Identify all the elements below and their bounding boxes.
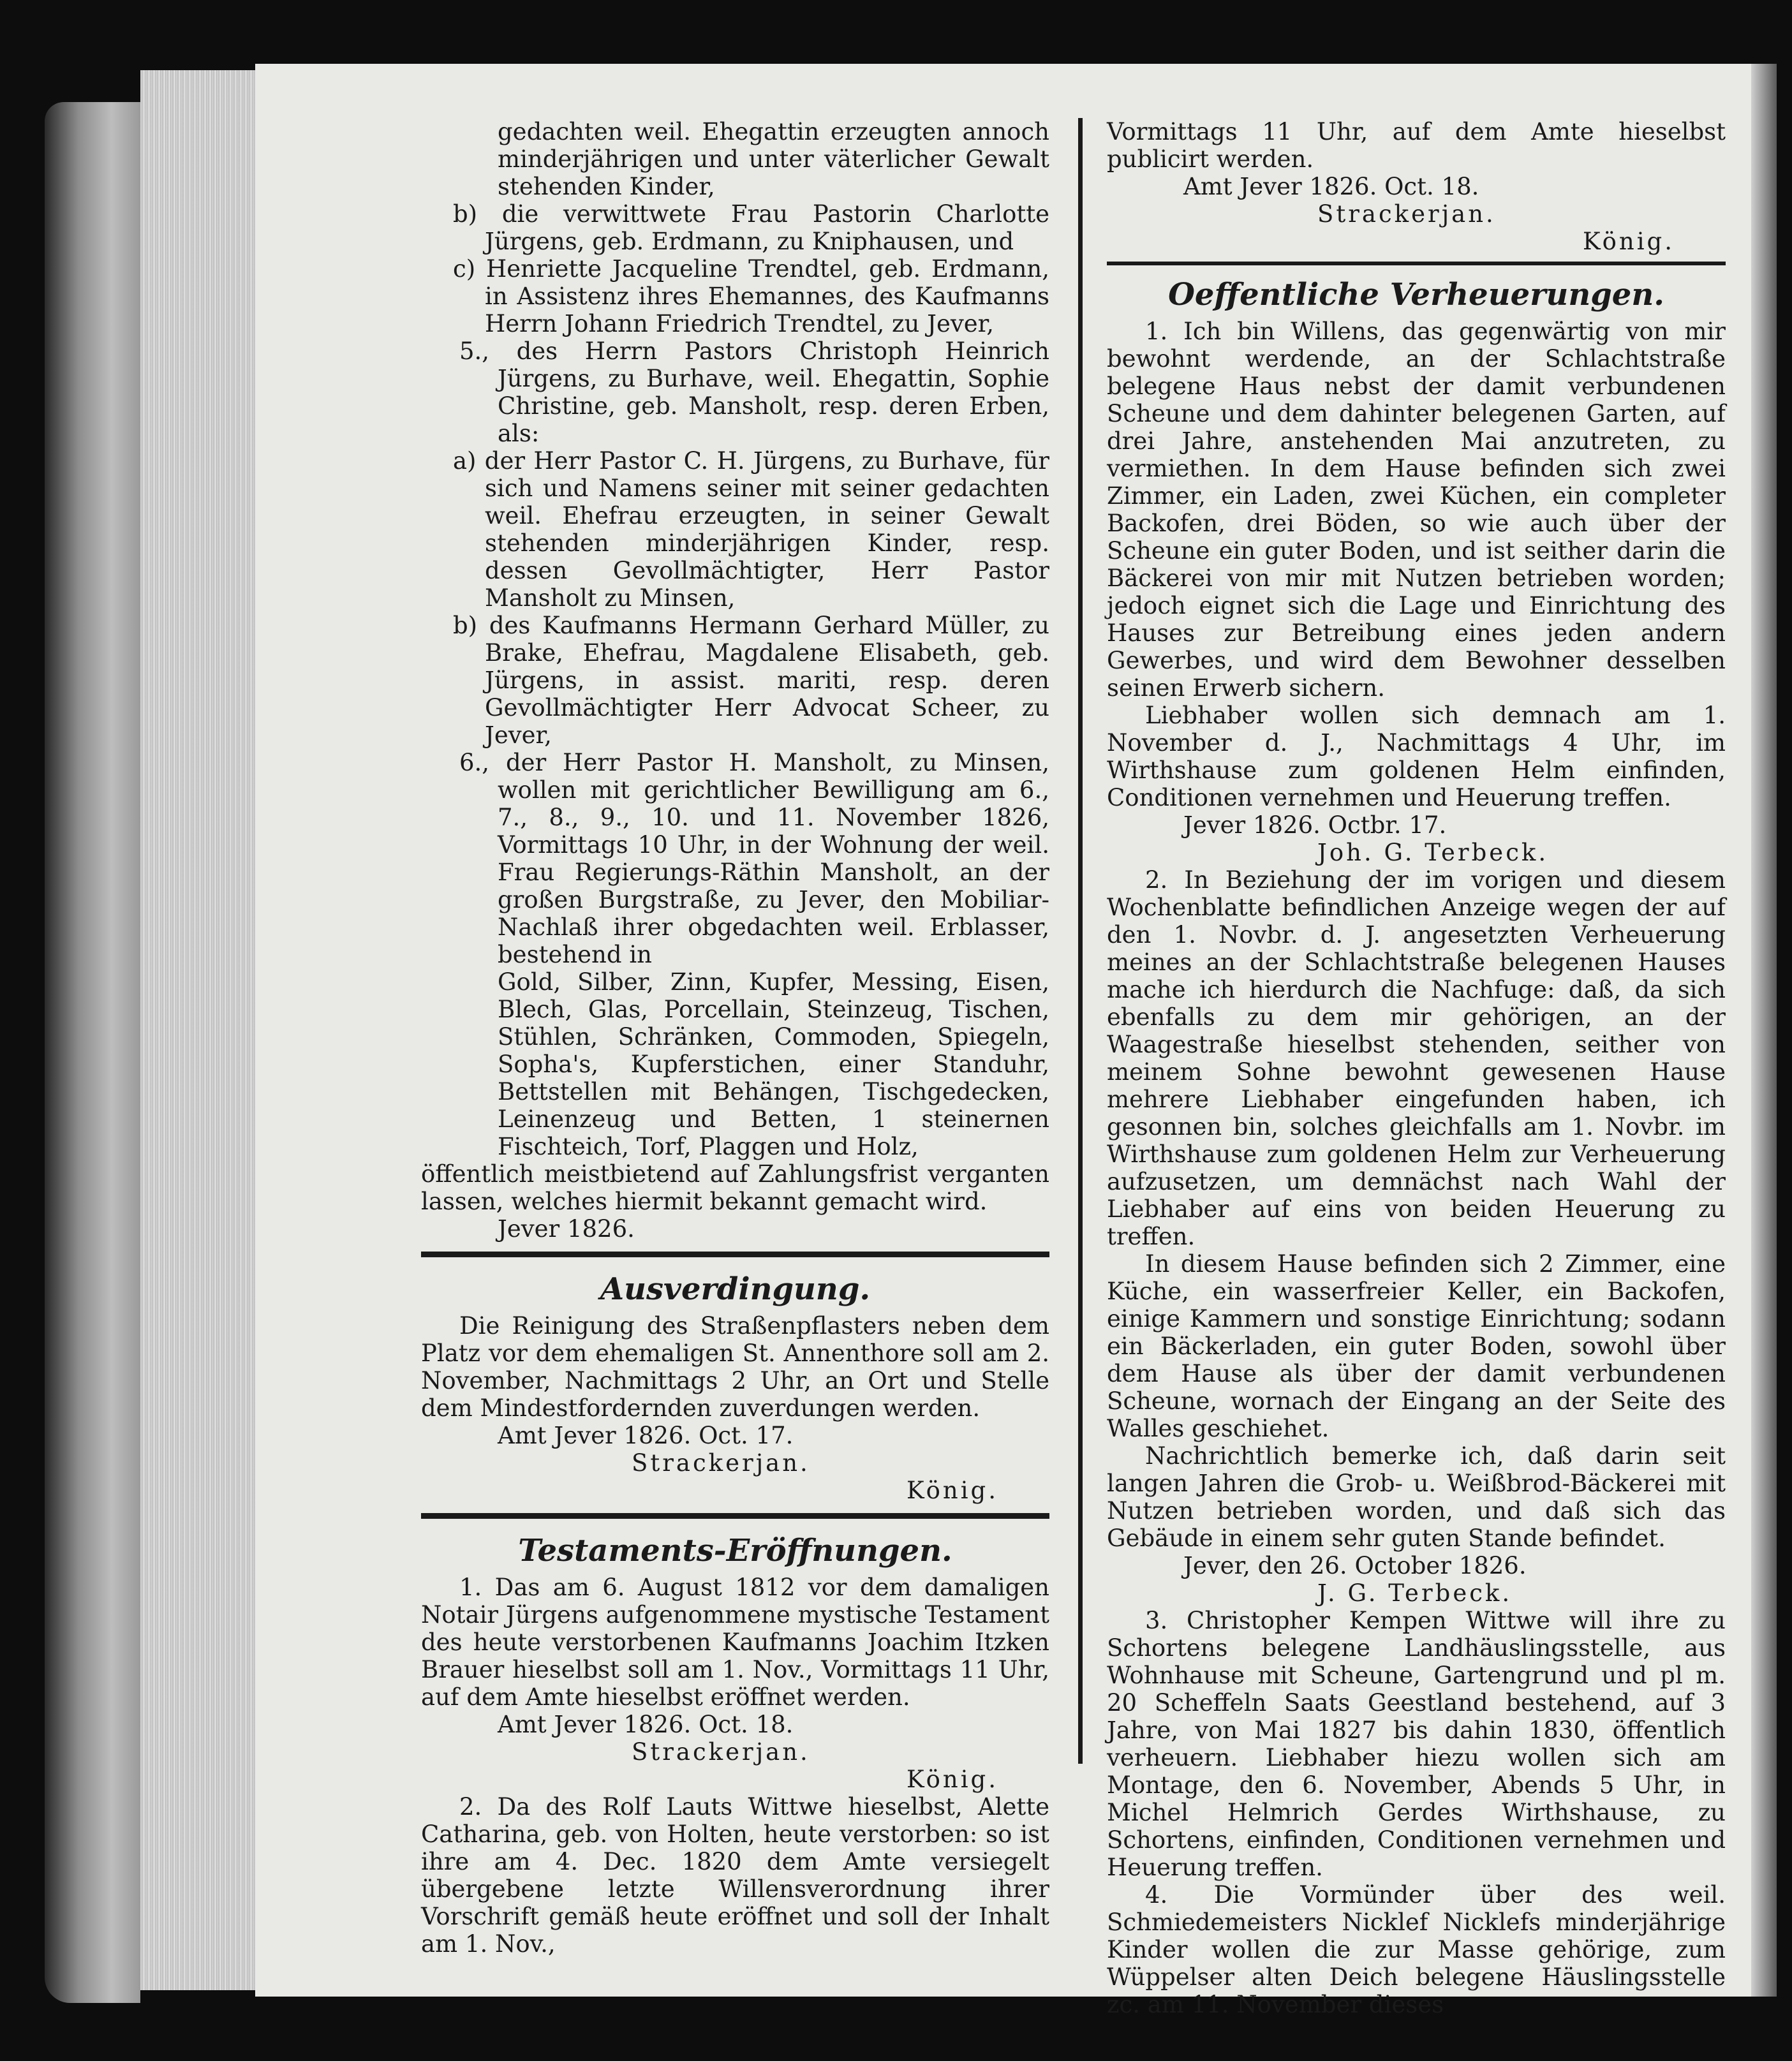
book-cover-edge	[45, 102, 140, 2003]
paragraph: öffentlich meistbietend auf Zahlungsfrist verganten lassen, welches hiermit bekannt gemacht wird.	[421, 1160, 1049, 1215]
dateline: Jever 1826.	[498, 1215, 635, 1243]
page-fold-shadow	[1751, 64, 1777, 1997]
paragraph: 1. Ich bin Willens, das gegenwärtig von mir bewohnt werdende, an der Schlachtstraße belegene Haus nebst der damit verbundenen Scheune und dem dahinter belegenen Garten, auf drei Jahre, anstehenden Mai anzutreten, zu vermiethen. In dem Hause befinden sich zwei Zimmer, ein Laden, zwei Küchen, ein completer Backofen, drei Böden, so wie auch über der Scheune ein guter Boden, und ist seither darin die Bäckerei von mir mit Nutzen betrieben worden; jedoch eignet sich die Lage und Einrichtung des Hauses zur Betreibung eines jeden andern Gewerbes, und wird dem Bewohner desselben seinen Erwerb sichern.	[1107, 318, 1726, 702]
signature: König.	[1582, 228, 1675, 255]
paragraph: 1. Das am 6. August 1812 vor dem damaligen Notair Jürgens aufgenommene mystische Testament des heute verstorbenen Kaufmanns Joachim Itzken Brauer hieselbst soll am 1. Nov., Vormittags 11 Uhr, auf dem Amte hieselbst eröffnet werden.	[421, 1574, 1049, 1711]
section-rule	[421, 1513, 1049, 1519]
list-item: a) der Herr Pastor C. H. Jürgens, zu Burhave, für sich und Namens seiner mit seiner gedachten weil. Ehefrau erzeugten, in seiner Gewalt stehenden minderjährigen Kinder, resp. dessen Gevollmächtigter, Herr Pastor Mansholt zu Minsen,	[453, 447, 1049, 612]
section-rule	[421, 1252, 1049, 1257]
paragraph: Liebhaber wollen sich demnach am 1. November d. J., Nachmittags 4 Uhr, im Wirthshause zum goldenen Helm einfinden, Conditionen vernehmen und Heuerung treffen.	[1107, 702, 1726, 811]
dateline: Jever, den 26. October 1826.	[1183, 1552, 1527, 1579]
list-item: b) des Kaufmanns Hermann Gerhard Müller, zu Brake, Ehefrau, Magdalene Elisabeth, geb. Jürgens, in assist. mariti, resp. deren Gevollmächtigter Herr Advocat Scheer, zu Jever,	[453, 612, 1049, 749]
text-continuation: gedachten weil. Ehegattin erzeugten annoch minderjährigen und unter väterlicher Gewalt stehenden Kinder,	[498, 118, 1049, 200]
text-continuation: Vormittags 11 Uhr, auf dem Amte hieselbst publicirt werden.	[1107, 118, 1726, 173]
signature: König.	[906, 1766, 998, 1793]
signature: Strackerjan.	[1317, 200, 1496, 228]
right-column	[1107, 118, 1726, 2018]
section-heading: Oeffentliche Verheuerungen.	[1168, 277, 1664, 313]
paragraph: In diesem Hause befinden sich 2 Zimmer, eine Küche, ein wasserfreier Keller, ein Backofen, einige Kammern und sonstige Einrichtung; sodann ein Bäckerladen, ein guter Boden, sowohl über dem Hause als über der damit verbundenen Scheune, wornach der Eingang an der Seite des Walles geschiehet.	[1107, 1250, 1726, 1442]
dateline: Amt Jever 1826. Oct. 18.	[498, 1711, 794, 1738]
section-heading: Testaments-Eröffnungen.	[518, 1533, 952, 1569]
paragraph: 3. Christopher Kempen Wittwe will ihre zu Schortens belegene Landhäuslingsstelle, aus Wohnhause mit Scheune, Gartengrund und pl m. 20 Scheffeln Saats Geestland bestehend, auf 3 Jahre, von Mai 1827 bis dahin 1830, öffentlich verheuern. Liebhaber hiezu wollen sich am Montage, den 6. November, Abends 5 Uhr, in Michel Helmrich Gerdes Wirthshause, zu Schortens, einfinden, Conditionen vernehmen und Heuerung treffen.	[1107, 1607, 1726, 1881]
signature: König.	[906, 1477, 998, 1504]
signature: Strackerjan.	[632, 1738, 810, 1766]
paragraph: Nachrichtlich bemerke ich, daß darin seit langen Jahren die Grob- u. Weißbrod-Bäckerei mit Nutzen betrieben worden, und daß sich das Gebäude in einem sehr guten Stande befindet.	[1107, 1442, 1726, 1552]
signature: Strackerjan.	[632, 1449, 810, 1477]
signature: Joh. G. Terbeck.	[1317, 839, 1549, 866]
paragraph: 4. Die Vormünder über des weil. Schmiedemeisters Nicklef Nicklefs minderjährige Kinder wollen die zur Masse gehörige, zum Wüppelser alten Deich belegene Häuslingsstelle zc. am 11. November dieses	[1107, 1881, 1726, 2018]
dateline: Jever 1826. Octbr. 17.	[1183, 811, 1447, 839]
list-item: 5., des Herrn Pastors Christoph Heinrich Jürgens, zu Burhave, weil. Ehegattin, Sophie Christine, geb. Mansholt, resp. deren Erben, als:	[459, 337, 1049, 447]
dateline: Amt Jever 1826. Oct. 17.	[498, 1422, 794, 1449]
left-column	[421, 118, 1049, 1958]
list-item: b) die verwittwete Frau Pastorin Charlotte Jürgens, geb. Erdmann, zu Kniphausen, und	[453, 200, 1049, 255]
section-rule	[1107, 262, 1726, 265]
signature: J. G. Terbeck.	[1317, 1579, 1513, 1607]
list-item: c) Henriette Jacqueline Trendtel, geb. Erdmann, in Assistenz ihres Ehemannes, des Kaufmanns Herrn Johann Friedrich Trendtel, zu Jever,	[453, 255, 1049, 337]
inventory-list: Gold, Silber, Zinn, Kupfer, Messing, Eisen, Blech, Glas, Porcellain, Steinzeug, Tischen, Stühlen, Schränken, Commoden, Spiegeln, Sopha's, Kupferstichen, einer Standuhr, Bettstellen mit Behängen, Tischgedecken, Leinenzeug und Betten, 1 steinernen Fischteich, Torf, Plaggen und Holz,	[498, 968, 1049, 1160]
column-divider	[1078, 118, 1083, 1764]
page-stack-edges	[140, 70, 268, 1990]
paragraph: 2. Da des Rolf Lauts Wittwe hieselbst, Alette Catharina, geb. von Holten, heute verstorben: so ist ihre am 4. Dec. 1820 dem Amte versiegelt übergebene letzte Willensverordnung ihrer Vorschrift gemäß heute eröffnet und soll der Inhalt am 1. Nov.,	[421, 1793, 1049, 1958]
paragraph: 2. In Beziehung der im vorigen und diesem Wochenblatte befindlichen Anzeige wegen der auf den 1. Novbr. d. J. angesetzten Verheuerung meines an der Schlachtstraße belegenen Hauses mache ich hierdurch die Nachfuge: daß, da sich ebenfalls zu dem mir gehörigen, an der Waagestraße hieselbst stehenden, seither von meinem Sohne bewohnt gewesenen Hause mehrere Liebhaber eingefunden haben, ich gesonnen bin, solches gleichfalls am 1. Novbr. im Wirthshause zum goldenen Helm zur Verheuerung aufzusetzen, um demnächst nach Wahl der Liebhaber auf eins von beiden Heuerung zu treffen.	[1107, 866, 1726, 1250]
list-item: 6., der Herr Pastor H. Mansholt, zu Minsen, wollen mit gerichtlicher Bewilligung am 6., 7., 8., 9., 10. und 11. November 1826, Vormittags 10 Uhr, in der Wohnung der weil. Frau Regierungs-Räthin Mansholt, an der großen Burgstraße, zu Jever, den Mobiliar-Nachlaß ihrer obgedachten weil. Erblasser, bestehend in	[459, 749, 1049, 968]
paragraph: Die Reinigung des Straßenpflasters neben dem Platz vor dem ehemaligen St. Annenthore soll am 2. November, Nachmittags 2 Uhr, an Ort und Stelle dem Mindestfordernden zuverdungen werden.	[421, 1312, 1049, 1422]
dateline: Amt Jever 1826. Oct. 18.	[1183, 173, 1479, 200]
section-heading: Ausverdingung.	[600, 1271, 871, 1307]
